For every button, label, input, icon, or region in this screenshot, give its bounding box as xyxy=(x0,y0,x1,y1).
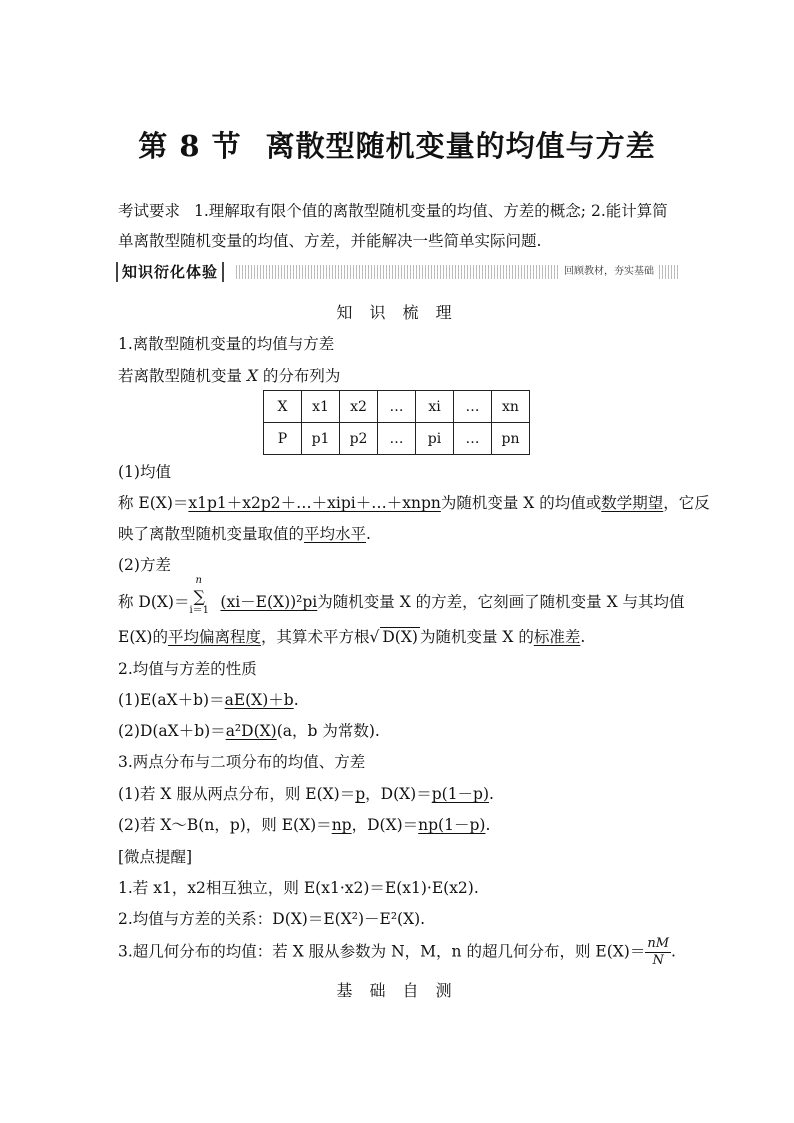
heading-knowledge: 知 识 梳 理 xyxy=(336,303,458,322)
table-cell: pn xyxy=(492,423,530,455)
table-cell: P xyxy=(264,423,302,455)
s3-l2-u2: np(1－p) xyxy=(418,816,486,834)
table-cell: X xyxy=(264,391,302,423)
sum-bottom: i＝1 xyxy=(189,605,210,616)
mean-line1 xyxy=(118,491,710,513)
var-line2: E(X)的平均偏离程度，其算术平方根√ D(X) 为随机变量 X 的标准差. xyxy=(118,628,586,646)
mean-formula: x1p1＋x2p2＋…＋xipi＋…＋xnpn xyxy=(188,494,441,512)
s3-l1-u2: p(1－p) xyxy=(431,785,490,803)
requirement-line2: 单离散型随机变量的均值、方差，并能解决一些简单实际问题. xyxy=(118,232,542,250)
tip-1: 1.若 x1，x2相互独立，则 E(x1·x2)＝E(x1)·E(x2). xyxy=(118,879,479,897)
table-cell: p1 xyxy=(302,423,340,455)
s3-l1-a: (1)若 X 服从两点分布，则 E(X)＝ xyxy=(118,785,356,803)
frac-denominator: N xyxy=(652,953,664,968)
s1-intro-b: 的分布列为 xyxy=(257,367,341,385)
mean2-a: 映了离散型随机变量取值的 xyxy=(118,525,305,543)
table-cell: x2 xyxy=(340,391,378,423)
var2-a: E(X)的 xyxy=(118,628,168,646)
s1-intro xyxy=(118,364,340,386)
fraction xyxy=(645,936,671,969)
var2-term2: 标准差 xyxy=(533,628,581,646)
mean-label: (1)均值 xyxy=(118,463,171,481)
sum-symbol: ∑ xyxy=(193,587,205,606)
table-cell: pi xyxy=(416,423,454,455)
var-formula: (xi－E(X))²pi xyxy=(220,593,318,611)
s2-l1-u: aE(X)＋b xyxy=(224,691,294,709)
exam-requirements xyxy=(118,196,680,256)
table-row xyxy=(264,391,530,423)
var-line1 xyxy=(118,575,685,616)
s1-intro-a: 若离散型随机变量 xyxy=(118,367,247,385)
s3-title: 3.两点分布与二项分布的均值、方差 xyxy=(118,753,366,771)
s2-title: 2.均值与方差的性质 xyxy=(118,660,257,678)
s3-line1 xyxy=(118,782,494,804)
s3-l1-b: ，D(X)＝ xyxy=(365,785,432,803)
frac-numerator: nM xyxy=(647,936,670,951)
mean-line2 xyxy=(118,522,371,544)
s2-l2-u: a²D(X) xyxy=(225,722,277,740)
sum-top: n xyxy=(195,575,202,586)
section-number: 第 8 节 xyxy=(138,129,242,163)
requirement-label: 考试要求 xyxy=(118,202,181,220)
s2-l2-a: (2)D(aX＋b)＝ xyxy=(118,722,226,740)
table-row xyxy=(264,423,530,455)
s3-l2-b: ，D(X)＝ xyxy=(351,816,419,834)
table-cell: … xyxy=(454,423,492,455)
heading-self-test: 基 础 自 测 xyxy=(336,981,458,1000)
s3-l1-u1: p xyxy=(355,785,366,803)
s3-l2-a: (2)若 X～B(n，p)，则 E(X)＝ xyxy=(118,816,332,834)
var-label: (2)方差 xyxy=(118,556,171,574)
tips-label: [微点提醒] xyxy=(118,848,193,866)
tip3-a: 3.超几何分布的均值：若 X 服从参数为 N，M，n 的超几何分布，则 E(X)＝ xyxy=(118,942,646,961)
sqrt-dx: D(X) xyxy=(382,628,418,646)
table-cell: xn xyxy=(492,391,530,423)
s2-l2-b: (a，b 为常数). xyxy=(276,722,380,740)
banner-left-label: 知识衍化体验 xyxy=(116,262,224,282)
banner-right-label: 回顾教材，夯实基础 xyxy=(560,265,658,279)
requirement-line1: 1.理解取有限个值的离散型随机变量的均值、方差的概念; 2.能计算简 xyxy=(194,202,668,220)
s3-line2 xyxy=(118,813,490,835)
s2-line1 xyxy=(118,688,299,710)
s3-l2-c: . xyxy=(485,816,491,834)
tip-2: 2.均值与方差的关系：D(X)＝E(X²)－E²(X). xyxy=(118,910,426,928)
s3-l1-c: . xyxy=(489,785,494,803)
mean-term: 数学期望 xyxy=(601,494,664,512)
mean2-term: 平均水平 xyxy=(304,525,367,543)
table-cell: … xyxy=(378,391,416,423)
var2-d: . xyxy=(580,628,586,646)
mean-b: 为随机变量 X 的均值或 xyxy=(440,494,602,512)
mean-c: ，它反 xyxy=(663,494,710,512)
s1-title: 1.离散型随机变量的均值与方差 xyxy=(118,335,335,353)
table-cell: xi xyxy=(416,391,454,423)
var2-c: 为随机变量 X 的 xyxy=(419,628,534,646)
mean-a: 称 E(X)＝ xyxy=(118,494,189,512)
s2-line2 xyxy=(118,719,380,741)
var-b: 为随机变量 X 的方差，它刻画了随机变量 X 与其均值 xyxy=(317,593,685,611)
section-name: 离散型随机变量的均值与方差 xyxy=(265,129,656,163)
mean2-b: . xyxy=(366,525,371,543)
page-title xyxy=(0,124,794,165)
table-cell: … xyxy=(378,423,416,455)
tip-3 xyxy=(118,936,676,969)
table-cell: … xyxy=(454,391,492,423)
s2-l1-b: . xyxy=(293,691,299,709)
summation xyxy=(189,575,215,616)
section-banner xyxy=(116,262,678,284)
var2-b: ，其算术平方根 xyxy=(260,628,370,646)
tip3-b: . xyxy=(671,942,676,961)
var2-term: 平均偏离程度 xyxy=(167,628,261,646)
var-x: X xyxy=(246,367,258,385)
s2-l1-a: (1)E(aX＋b)＝ xyxy=(118,691,225,709)
s3-l2-u1: np xyxy=(331,816,352,834)
table-cell: p2 xyxy=(340,423,378,455)
table-cell: x1 xyxy=(302,391,340,423)
distribution-table xyxy=(263,390,530,455)
var-a: 称 D(X)＝ xyxy=(118,593,190,611)
